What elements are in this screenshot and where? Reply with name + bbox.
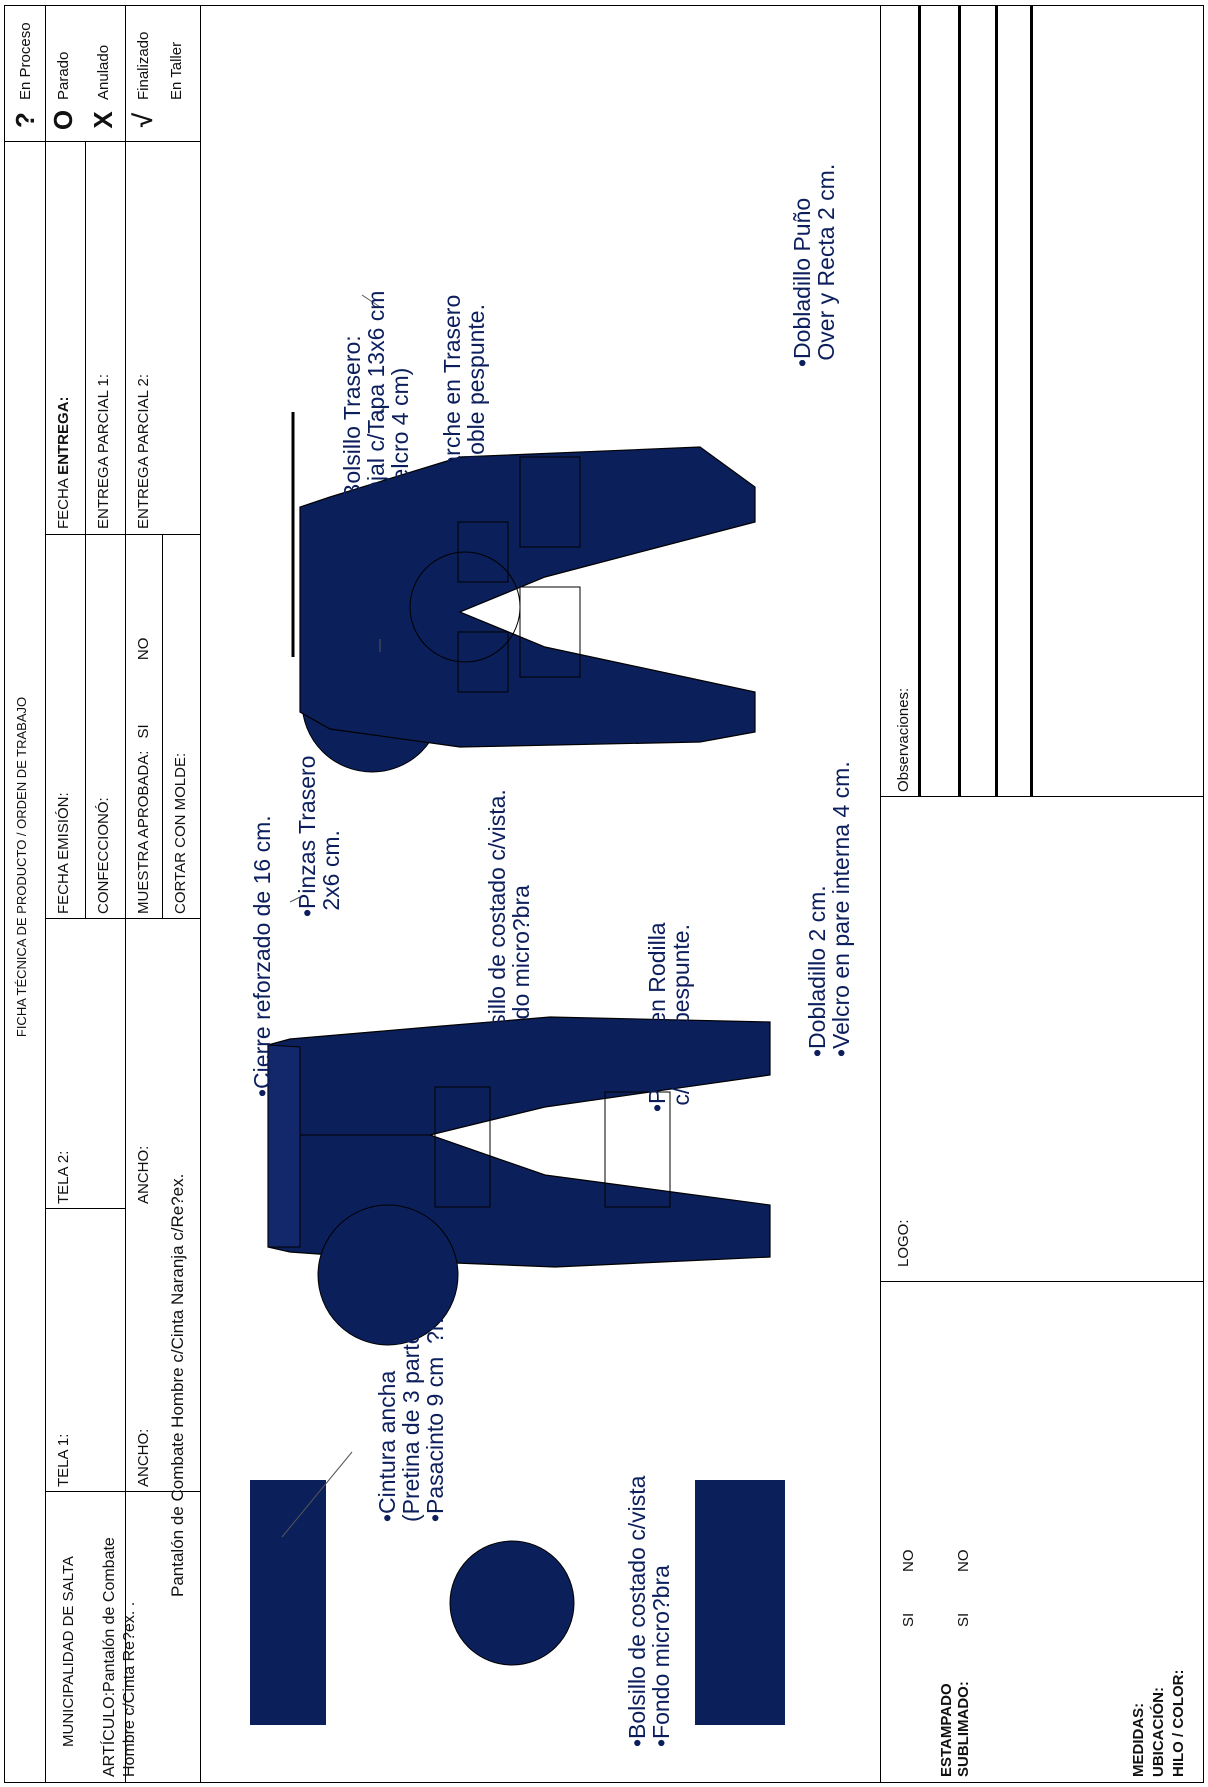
estampado-no[interactable]: NO [900,1549,917,1572]
fecha-entrega-prefix: FECHA [55,474,72,529]
estampado-si[interactable]: SI [900,1612,917,1627]
hilo-color-label: HILO / COLOR: [1170,1669,1187,1777]
ancho1-label: ANCHO: [135,1428,152,1487]
ubicacion-label: UBICACIÓN: [1150,1687,1167,1777]
medidas-label: MEDIDAS: [1130,1702,1147,1777]
tela2-label: TELA 2: [55,1150,72,1204]
note-bolsillo-costado-left: •Bolsillo de costado c/vista •Fondo micro?bra [624,1475,674,1747]
entrega-parcial-2-label: ENTREGA PARCIAL 2: [135,373,152,529]
x-icon: X [88,111,118,129]
logo-label: LOGO: [895,1219,912,1267]
note-parche-rodilla: •Parche en Rodilla c/doble pespunte. [644,922,694,1112]
note-dobladillo: •Dobladillo 2 cm. •Velcro en pare interna 4 cm. [804,761,854,1057]
confecciono-label: CONFECCIONÓ: [95,797,112,914]
fecha-entrega-bold: ENTREGA: [55,396,72,475]
observaciones-label: Observaciones: [895,687,912,792]
fabric-swatch-right [695,1480,785,1725]
sublimado-si[interactable]: SI [955,1612,972,1627]
sublimado-label: SUBLIMADO: [955,1681,972,1777]
estampado-text: ESTAMPADO [938,1683,955,1777]
org-name: MUNICIPALIDAD DE SALTA [60,1556,77,1747]
ancho2-label: ANCHO: [135,1145,152,1204]
article-name: ARTÍCULO:Pantalón de Combate Hombre c/Cinta Re?ex. . [101,1537,138,1777]
fabric-swatch-left [250,1480,326,1725]
note-cierre: •Cierre reforzado de 16 cm. [249,815,275,1097]
estampado-label [938,1683,955,1777]
note-bolsillo-costado: •Bolsillo de costado c/vista. •Fondo micro?bra [484,789,534,1067]
cortar-molde-label: CORTAR CON MOLDE: [172,752,189,914]
question-icon: ? [10,112,40,128]
document-title: FICHA TÉCNICA DE PRODUCTO / ORDEN DE TRABAJO [14,696,29,1038]
fecha-emision-label: FECHA EMISIÓN: [55,792,72,914]
status-label: En Taller [168,41,185,100]
status-label: Anulado [95,44,112,100]
note-parche-trasero: •Parche en Trasero c/doble pespunte. [439,294,489,492]
status-label: En Proceso [17,22,34,100]
detail-circle-waist [450,1541,574,1665]
check-icon: √ [128,112,158,128]
note-pinzas: •Pinzas Trasero 2x6 cm. [294,755,344,917]
note-dobladillo-puno: •Dobladillo Puño Over y Recta 2 cm. [789,163,839,367]
note-bolsillo-trasero: •Bolsillo Trasero: •Ojal c/Tapa 13x6 cm (velcro 4 cm) [339,290,413,507]
status-label: Finalizado [135,31,152,100]
status-label: Parado [55,51,72,100]
circle-icon: O [48,109,78,131]
muestra-si[interactable]: SI [135,724,152,739]
note-cintura: •Cintura ancha (Pretina de 3 partes) •Pasacinto 9 cm ?nal. [374,1294,448,1522]
muestra-aprobada-text: MUESTRA APROBADA: [135,750,152,914]
tela1-label: TELA 1: [55,1433,72,1487]
sublimado-no[interactable]: NO [955,1549,972,1572]
muestra-no[interactable]: NO [135,637,152,661]
entrega-parcial-1-label: ENTREGA PARCIAL 1: [95,373,112,529]
product-subtitle: Pantalón de Combate Hombre c/Cinta Naranja c/Re?ex. [168,1173,187,1597]
